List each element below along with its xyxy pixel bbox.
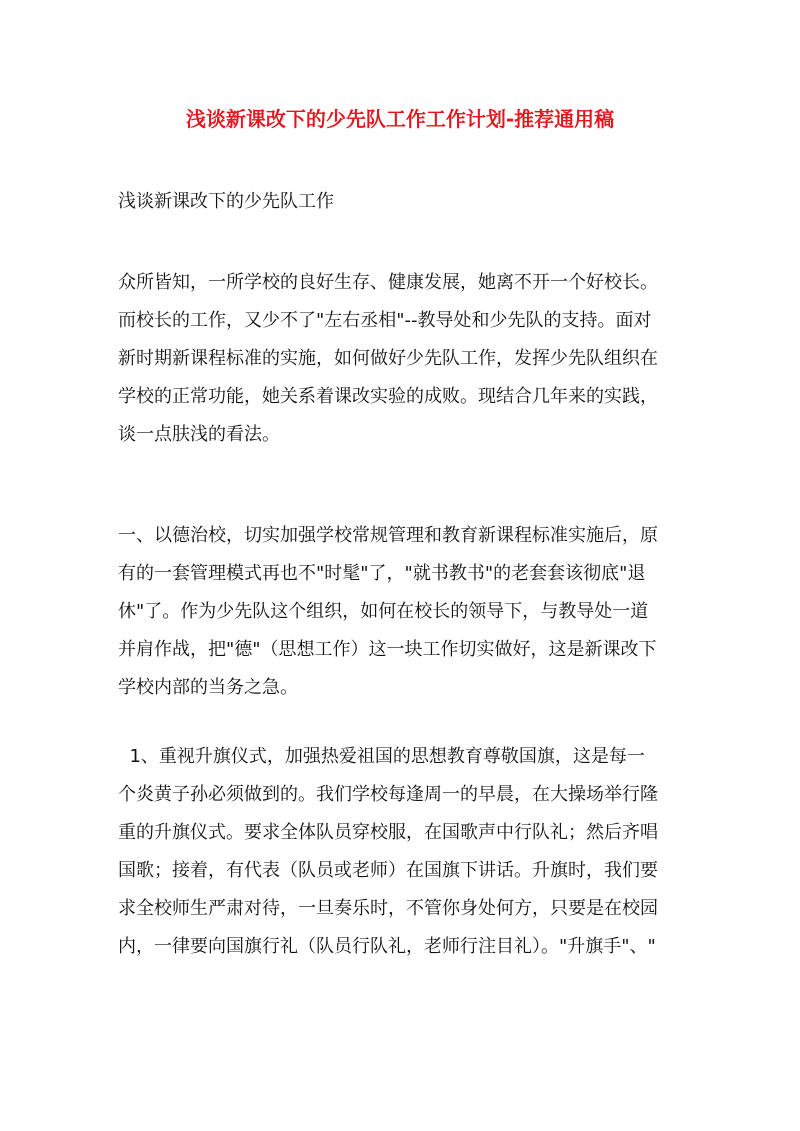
paragraph-line: 重的升旗仪式。要求全体队员穿校服，在国歌声中行队礼；然后齐唱 bbox=[118, 822, 658, 843]
paragraph-line: 个炎黄子孙必须做到的。我们学校每逢周一的早晨，在大操场举行隆 bbox=[118, 784, 658, 805]
paragraph-line: 1、重视升旗仪式，加强热爱祖国的思想教育尊敬国旗，这是每一 bbox=[118, 746, 645, 767]
paragraph-line: 学校内部的当务之急。 bbox=[118, 677, 298, 698]
paragraph-line: 休"了。作为少先队这个组织，如何在校长的领导下，与教导处一道 bbox=[118, 601, 649, 622]
paragraph-line: 新时期新课程标准的实施，如何做好少先队工作，发挥少先队组织在 bbox=[118, 348, 658, 369]
paragraph-line: 一、以德治校，切实加强学校常规管理和教育新课程标准实施后，原 bbox=[118, 525, 658, 546]
paragraph-line: 众所皆知，一所学校的良好生存、健康发展，她离不开一个好校长。 bbox=[118, 272, 658, 293]
paragraph-line: 国歌；接着，有代表（队员或老师）在国旗下讲话。升旗时，我们要 bbox=[118, 860, 658, 881]
paragraph-line: 而校长的工作，又少不了"左右丞相"--教导处和少先队的支持。面对 bbox=[118, 310, 652, 331]
paragraph-line: 有的一套管理模式再也不"时髦"了，"就书教书"的老套套该彻底"退 bbox=[118, 563, 646, 584]
paragraph-line: 并肩作战，把"德"（思想工作）这一块工作切实做好，这是新课改下 bbox=[118, 639, 657, 660]
document-subtitle: 浅谈新课改下的少先队工作 bbox=[118, 191, 334, 212]
paragraph-line: 内，一律要向国旗行礼（队员行队礼，老师行注目礼）。"升旗手"、" bbox=[118, 936, 656, 957]
paragraph-section-one bbox=[118, 517, 698, 707]
paragraph-item-one bbox=[118, 738, 698, 966]
paragraph-line: 谈一点肤浅的看法。 bbox=[118, 424, 280, 445]
paragraph-line: 学校的正常功能，她关系着课改实验的成败。现结合几年来的实践， bbox=[118, 386, 658, 407]
document-title: 浅谈新课改下的少先队工作工作计划-推荐通用稿 bbox=[185, 107, 615, 131]
paragraph-intro bbox=[118, 264, 698, 454]
paragraph-line: 求全校师生严肃对待，一旦奏乐时，不管你身处何方，只要是在校园 bbox=[118, 898, 658, 919]
